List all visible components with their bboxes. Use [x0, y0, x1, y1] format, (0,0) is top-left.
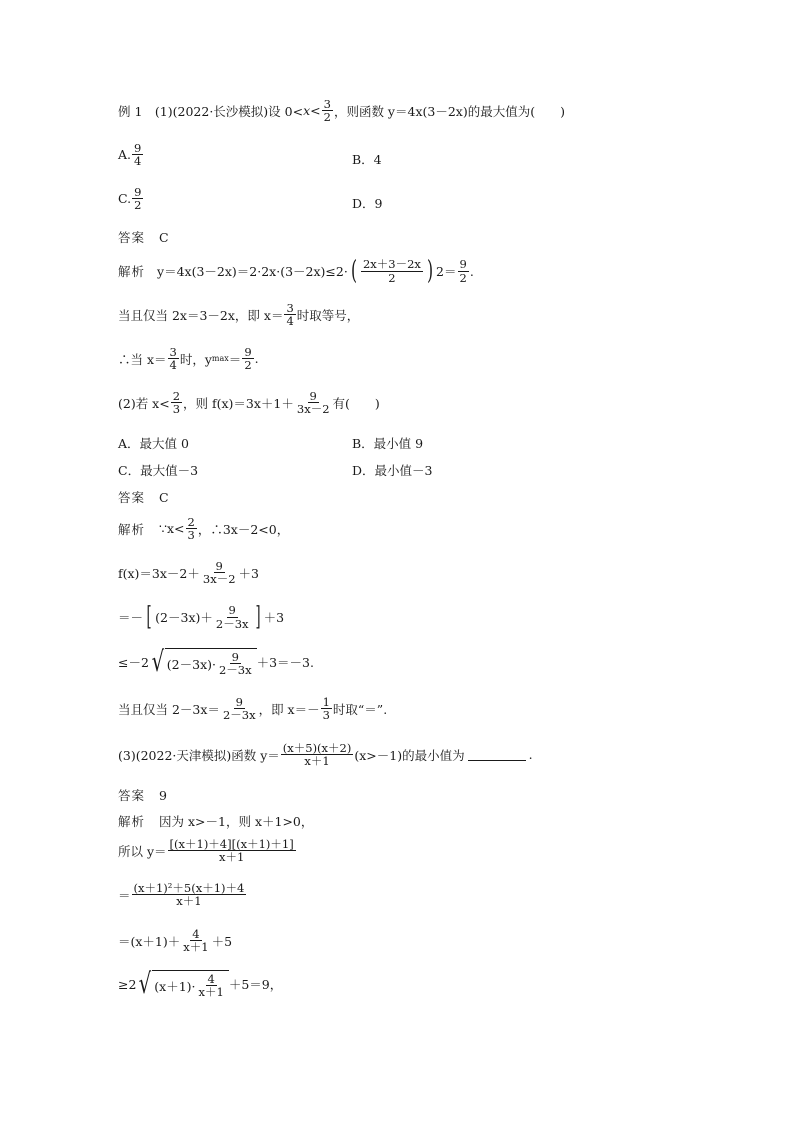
q1-sol3-frac: [168, 346, 179, 371]
q2-sol5-num: 9: [235, 695, 243, 709]
q3-sol4-b: ＋5: [211, 933, 233, 949]
q2-solution-line2: [118, 560, 259, 585]
q3-stem: [118, 742, 533, 767]
q3-tail: (x>－1)的最小值为: [354, 747, 465, 763]
q2-sol5-rden: 3: [322, 708, 330, 723]
q1-option-a-num: 9: [134, 141, 142, 155]
q1-sol2-den: 4: [286, 314, 294, 329]
q1-option-a: [118, 142, 144, 167]
q1-sol2-num: 3: [286, 301, 294, 315]
q1-sol3-rfrac: [242, 346, 253, 371]
q1-option-c-num: 9: [134, 185, 142, 199]
q1-option-c: [118, 186, 144, 211]
q3-answer-label: 答案: [118, 788, 146, 803]
q1-sol3-rnum: 9: [244, 345, 252, 359]
q2-option-b: [352, 434, 423, 452]
q1-sol3-den: 4: [169, 358, 177, 373]
q3-solution-label: 解析: [118, 814, 146, 829]
q2-frac2-num: 9: [309, 389, 317, 403]
q2-frac-den: 3: [172, 402, 181, 417]
q2-option-d-text: D．最小值－3: [352, 463, 433, 478]
q3-sol2-den: x＋1: [218, 850, 245, 865]
q2-sol4-sqrt: [149, 645, 257, 679]
q3-sol4-num: 4: [192, 927, 200, 941]
q2-sol3-rbracket: ]: [255, 602, 261, 632]
q3-sol3-num: (x＋1)²＋5(x＋1)＋4: [133, 881, 245, 895]
q3-sol4-a: ＝(x＋1)＋: [118, 933, 181, 949]
q3-head: (3)(2022·天津模拟)函数 y＝: [118, 747, 280, 763]
q1-var: x: [303, 103, 311, 119]
q1-sol2-frac: [284, 302, 295, 327]
q2-sol3-frac: [214, 604, 251, 629]
q1-sol1-rparen: ): [426, 256, 434, 286]
q2-option-b-text: B．最小值 9: [352, 436, 424, 451]
q2-answer: [118, 488, 169, 506]
q3-sol4-frac: [181, 928, 210, 953]
q2-option-a: [118, 434, 189, 452]
q2-sol2-den: 3x－2: [202, 572, 236, 587]
q2-stem: [118, 390, 380, 415]
answer-blank: [468, 748, 526, 761]
q1-sol1-rden: 2: [459, 270, 467, 285]
q3-sol2-frac: [168, 838, 296, 863]
q1-option-d: [352, 194, 382, 212]
q2-solution-line5: [118, 696, 387, 721]
q3-sol5-b: (x＋1)·: [154, 978, 196, 994]
q2-sol2-num: 9: [215, 559, 223, 573]
q2-frac-num: 2: [172, 389, 181, 403]
q1-option-a-frac: [132, 142, 143, 167]
q3-solution-line5: [118, 967, 283, 1001]
q2-option-c: [118, 461, 198, 479]
q3-sol2-a: 所以 y＝: [118, 843, 167, 859]
q2-sol1-a: ∵x<: [159, 521, 185, 537]
q1-sol1-rnum: 9: [459, 257, 467, 272]
q1-sol2-b: 时取等号，: [296, 307, 360, 323]
q1-solution-line2: [118, 302, 359, 327]
q2-sol3-a: ＝－: [118, 610, 144, 625]
q2-answer-value: C: [159, 489, 169, 505]
q1-sol3-b: 时，y: [179, 351, 212, 367]
q1-sol3-c: ＝: [228, 351, 242, 367]
q1-option-a-label: A.: [118, 147, 132, 163]
q3-sol5-c: ＋5＝9，: [228, 977, 283, 993]
q2-head: (2)若 x<: [118, 395, 170, 411]
q3-frac-den: x＋1: [304, 754, 330, 769]
q2-sol3-num: 9: [228, 603, 236, 618]
q2-mid: ，则 f(x)＝3x＋1＋: [183, 395, 294, 411]
q3-sol5-sqrt: [136, 967, 228, 1001]
radical-icon: √: [139, 967, 152, 1001]
q3-sol2-num: [(x＋1)＋4][(x＋1)＋1]: [169, 837, 294, 851]
q1-option-b: [352, 150, 382, 168]
q1-sol1-end: .: [469, 263, 474, 279]
q2-sol4-c: ＋3＝－3.: [256, 655, 314, 671]
q1-solution-line1: [118, 258, 474, 284]
q1-sol3-rden: 2: [244, 358, 252, 373]
q2-sol1-b: ，∴3x－2<0，: [197, 521, 290, 537]
q3-sol5-a: ≥2: [118, 976, 137, 992]
q3-sol3-a: ＝: [118, 887, 131, 903]
q2-sol5-den: 2－3x: [222, 708, 256, 723]
q1-head: 例 1 (1)(2022·长沙模拟)设 0<: [118, 103, 304, 119]
q2-sol2-b: ＋3: [238, 565, 259, 581]
q1-option-c-den: 2: [134, 198, 142, 213]
q3-solution-line2: [118, 838, 297, 863]
q2-solution-line3: [118, 604, 284, 630]
q1-sol1-b: 2＝: [436, 264, 457, 279]
q2-sol2-frac: [201, 560, 238, 585]
q3-solution-line4: [118, 928, 232, 953]
q2-option-d: [352, 461, 432, 479]
q2-sol4-a: ≤－2: [118, 655, 149, 671]
q1-sol1-frac: [361, 258, 423, 283]
q2-sol3-b: (2－3x)＋: [155, 610, 213, 625]
q2-solution-label: 解析: [118, 521, 146, 537]
q1-stem: [118, 98, 565, 123]
q2-sol3-lbracket: [: [146, 602, 152, 632]
q2-sol5-frac: [221, 696, 258, 721]
q2-sol1-den: 3: [187, 528, 195, 543]
q1-option-b-text: B．4: [352, 152, 382, 167]
q2-sol5-rfrac: [321, 696, 332, 721]
radical-icon: √: [151, 645, 165, 679]
q2-frac2-den: 3x－2: [296, 402, 330, 417]
q1-sol3-sub: max: [211, 354, 229, 364]
q1-sol2-a: 当且仅当 2x＝3－2x，即 x＝: [118, 307, 284, 323]
q1-sol1-rfrac: [458, 258, 469, 283]
q1-sol1-lparen: (: [350, 256, 357, 286]
q3-sol4-den: x＋1: [183, 940, 209, 955]
q3-sol5-frac: [197, 973, 226, 998]
q1-option-c-label: C.: [118, 191, 132, 207]
q2-sol1-num: 2: [187, 515, 195, 529]
q2-option-a-text: A．最大值 0: [118, 436, 189, 451]
q1-sol3-end: .: [254, 351, 259, 367]
q3-sol3-den: x＋1: [176, 894, 202, 909]
q2-sol1-frac: [186, 516, 197, 541]
q3-sol5-den: x＋1: [198, 985, 224, 1000]
q3-sol5-num: 4: [207, 972, 215, 986]
q3-sol5-radicand: [152, 970, 229, 998]
q3-answer-value: 9: [159, 787, 167, 803]
q2-frac2: [295, 390, 332, 415]
q1-option-c-frac: [132, 186, 143, 211]
q1-solution-line3: [118, 346, 259, 371]
q1-lt: <: [310, 103, 321, 119]
q1-option-d-text: D．9: [352, 196, 383, 211]
q1-sol1-a: y＝4x(3－2x)＝2·2x·(3－2x)≤2·: [157, 264, 348, 279]
q3-frac: [281, 742, 354, 767]
q2-answer-label: 答案: [118, 490, 146, 505]
q3-answer: [118, 786, 167, 804]
q1-sol3-a: ∴当 x＝: [118, 351, 167, 367]
q3-solution-line3: [118, 882, 247, 907]
q2-sol5-a: 当且仅当 2－3x＝: [118, 701, 220, 717]
q2-sol2-a: f(x)＝3x－2＋: [118, 565, 200, 581]
q3-sol3-frac: [132, 882, 247, 907]
q2-tail: 有( ): [332, 395, 380, 411]
q2-sol5-rnum: 1: [322, 695, 330, 709]
q2-frac: [171, 390, 182, 415]
q2-sol5-b: ，即 x＝－: [258, 701, 320, 717]
q1-sol1-den: 2: [388, 270, 396, 285]
q2-sol4-radicand: [165, 648, 257, 676]
q3-sol1: 因为 x>－1，则 x＋1>0，: [159, 814, 314, 829]
q1-answer: [118, 228, 169, 246]
q1-sol3-num: 3: [169, 345, 177, 359]
q1-answer-value: C: [159, 229, 169, 245]
q1-option-a-den: 4: [134, 154, 142, 169]
q3-frac-num: (x＋5)(x＋2): [282, 741, 352, 755]
q1-solution-label: 解析: [118, 264, 146, 279]
q2-sol4-b: (2－3x)·: [166, 656, 216, 672]
q1-tail: ，则函数 y＝4x(3－2x)的最大值为( ): [333, 103, 565, 119]
q1-frac: [322, 98, 333, 123]
q3-solution-line1: [118, 812, 313, 830]
q2-solution-line1: [118, 516, 289, 541]
q2-sol4-frac: [217, 651, 254, 676]
q1-sol1-num: 2x＋3－2x: [362, 257, 421, 272]
q1-frac-num: 3: [323, 97, 331, 111]
q2-option-c-text: C．最大值－3: [118, 463, 199, 478]
q2-sol4-den: 2－3x: [218, 663, 252, 678]
q2-sol3-c: ＋3: [263, 610, 285, 625]
q2-sol4-num: 9: [231, 650, 239, 664]
q2-sol5-c: 时取“＝”.: [332, 701, 388, 717]
q1-answer-label: 答案: [118, 230, 146, 245]
q2-sol3-den: 2－3x: [215, 616, 249, 631]
q2-solution-line4: [118, 645, 314, 679]
q3-end: .: [528, 747, 533, 763]
q1-frac-den: 2: [323, 110, 331, 125]
